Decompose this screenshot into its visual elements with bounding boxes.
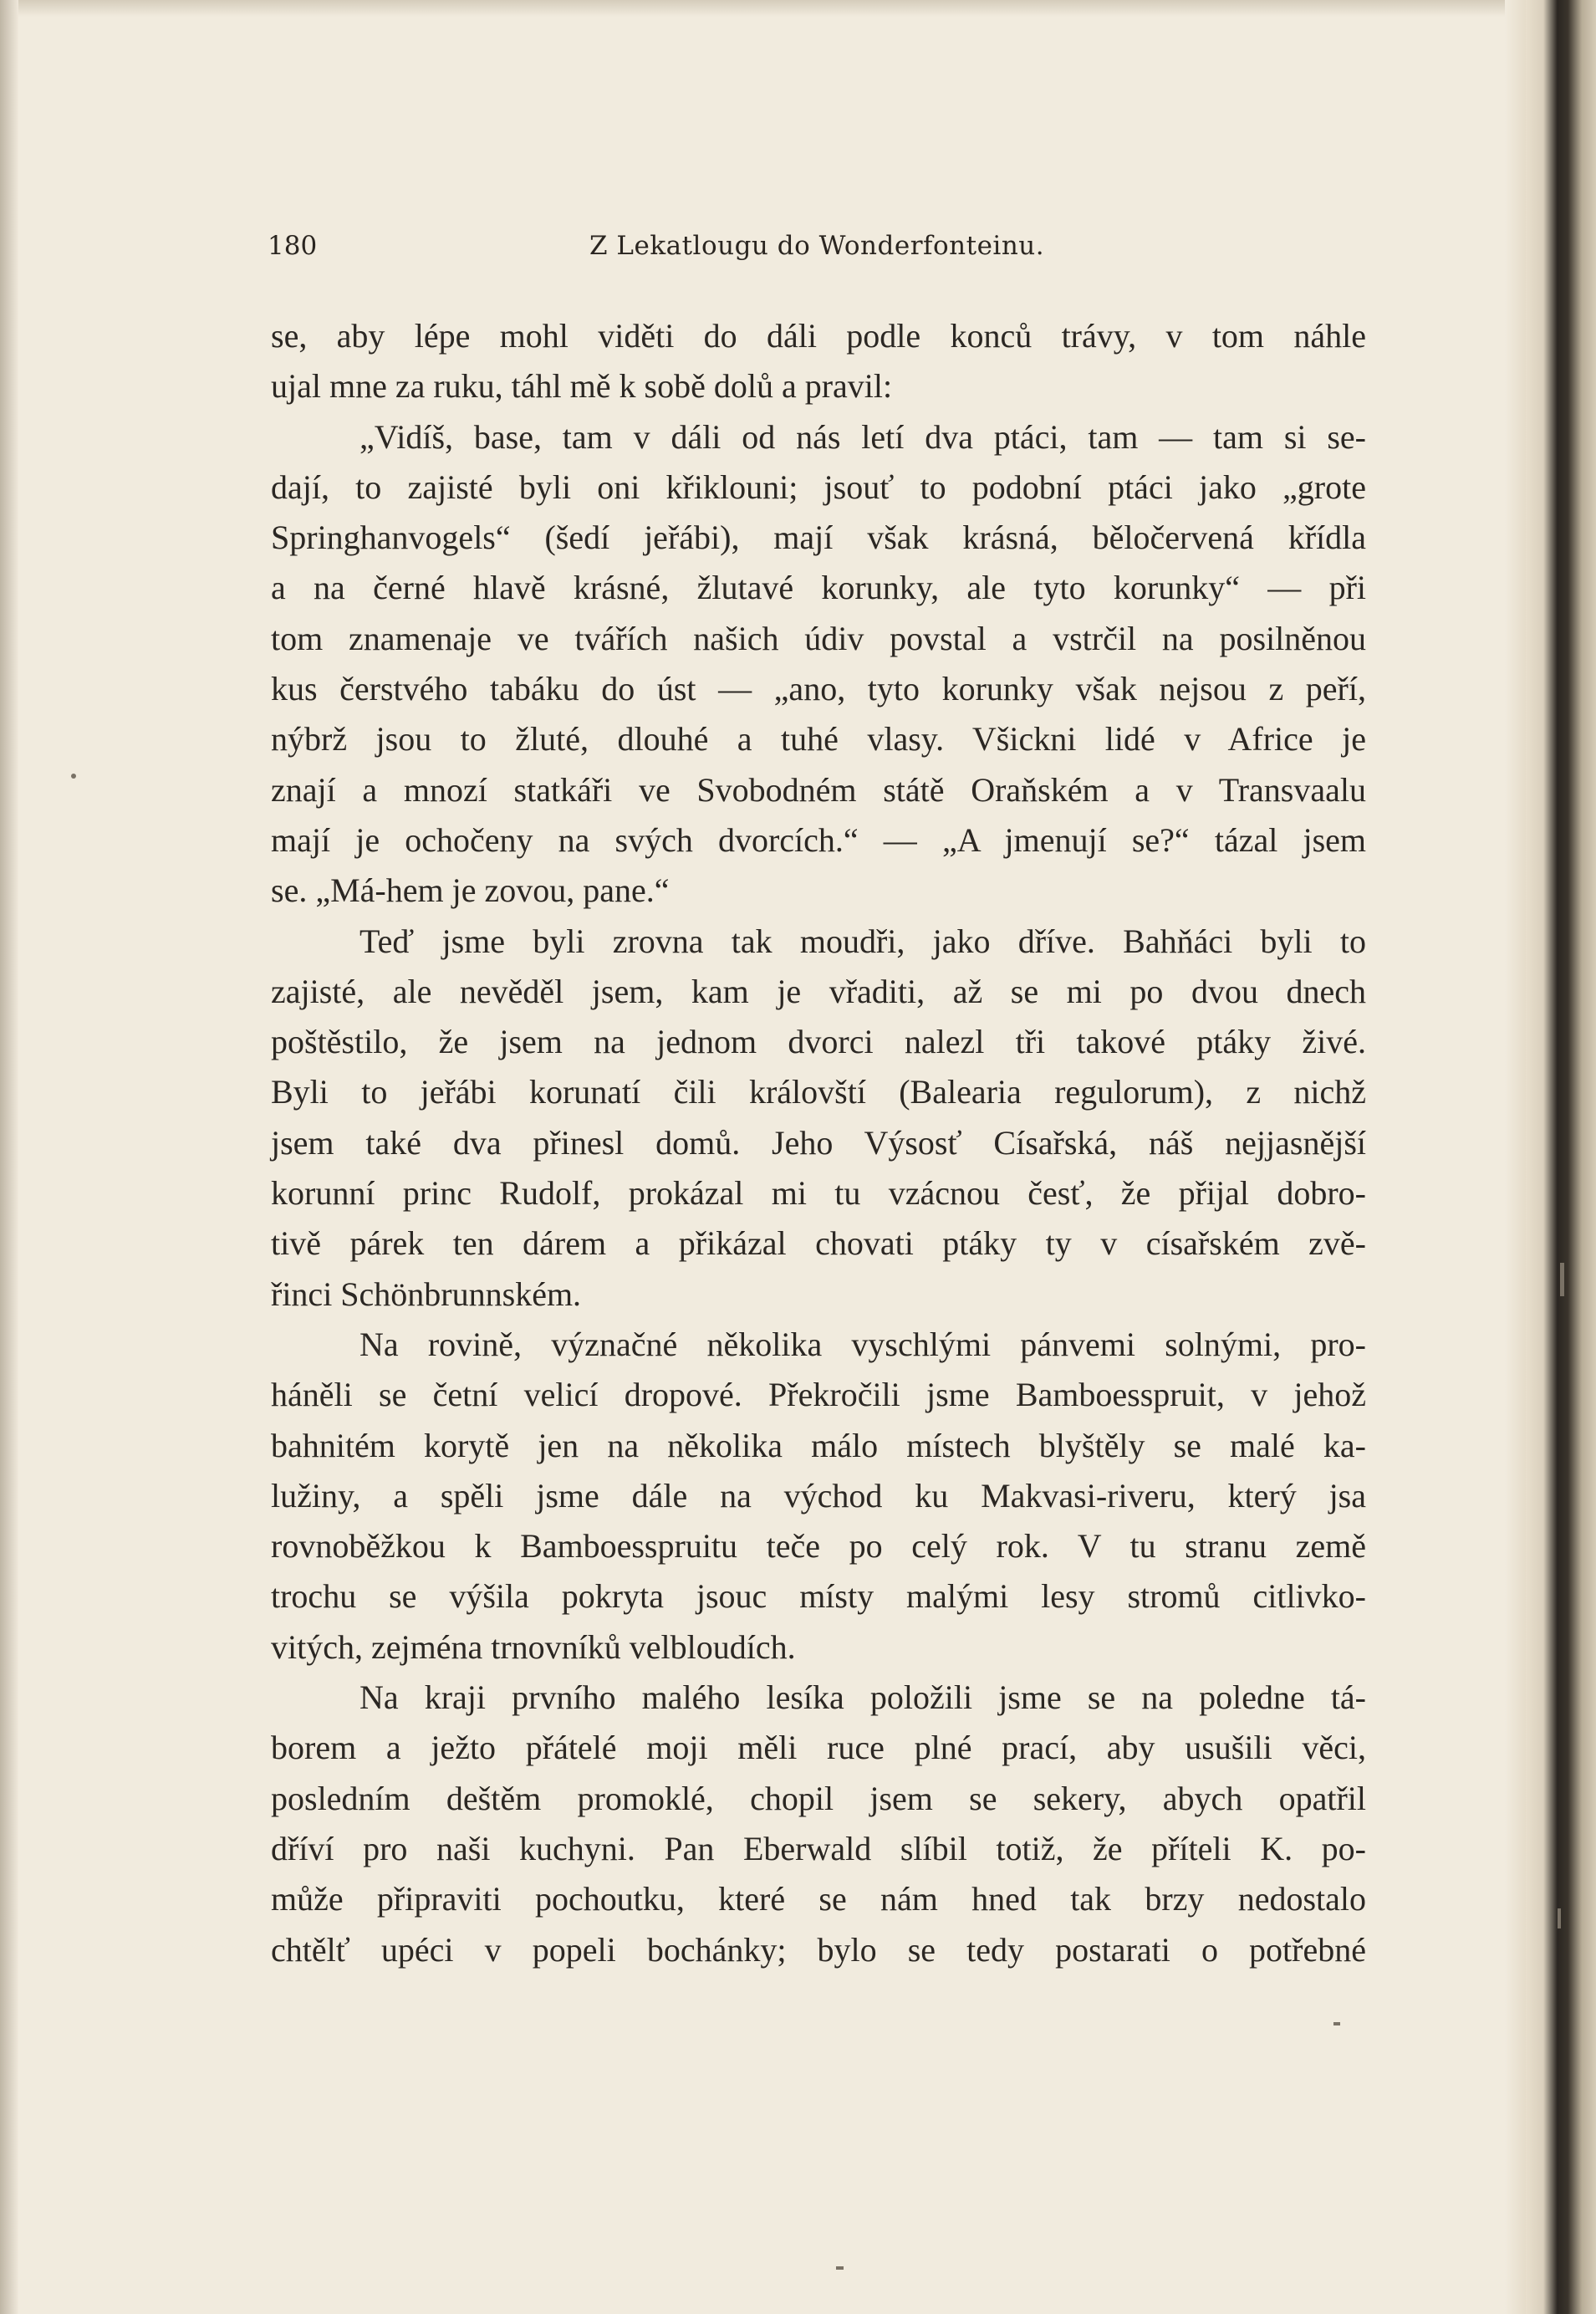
text-line: a na černé hlavě krásné, žlutavé korunky, ale tyto korunky“ — při	[271, 569, 1366, 607]
text-line: znají a mnozí statkáři ve Svobodném státě Oraňském a v Transvaalu	[271, 770, 1366, 809]
text-line: bahnitém korytě jen na několika málo místech blyštěly se malé ka-	[271, 1426, 1366, 1464]
paper-speck	[1333, 2022, 1340, 2025]
text-line: ujal mne za ruku, táhl mě k sobě dolů a pravil:	[271, 367, 893, 406]
text-line: rovnoběžkou k Bamboesspruitu teče po celý rok. V tu stranu země	[271, 1527, 1366, 1566]
text-line: dříví pro naši kuchyni. Pan Eberwald slíbil totiž, že příteli K. po-	[271, 1829, 1366, 1867]
body-text	[271, 311, 1366, 2025]
text-line: Springhanvogels“ (šedí jeřábi), mají však krásná, běločervená křídla	[271, 518, 1366, 557]
text-line: kus čerstvého tabáku do úst — „ano, tyto korunky však nejsou z peří,	[271, 670, 1366, 708]
text-line: dají, to zajisté byli oni křiklouni; jsouť to podobní ptáci jako „grote	[271, 467, 1366, 506]
text-line: nýbrž jsou to žluté, dlouhé a tuhé vlasy. Všickni lidé v Africe je	[271, 720, 1366, 759]
paper-speck	[71, 774, 76, 779]
book-spine	[1526, 0, 1596, 2314]
text-line: „Vidíš, base, tam v dáli od nás letí dva ptáci, tam — tam si se-	[359, 417, 1366, 456]
text-line: chtělť upéci v popeli bochánky; bylo se tedy postarati o potřebné	[271, 1930, 1366, 1969]
text-line: řinci Schönbrunnském.	[271, 1274, 582, 1313]
text-line: poštěstilo, že jsem na jednom dvorci nalezl tři takové ptáky živé.	[271, 1023, 1366, 1061]
paper-speck	[1560, 1263, 1564, 1296]
paper-speck	[836, 2266, 844, 2270]
text-line: Na kraji prvního malého lesíka položili jsme se na poledne tá-	[359, 1678, 1366, 1717]
text-line: se, aby lépe mohl viděti do dáli podle konců trávy, v tom náhle	[271, 317, 1366, 355]
running-title: Z Lekatlougu do Wonderfonteinu.	[589, 231, 1045, 261]
text-line: mají je ochočeny na svých dvorcích.“ — „A jmenují se?“ tázal jsem	[271, 820, 1366, 859]
text-line: lužiny, a spěli jsme dále na východ ku Makvasi-riveru, který jsa	[271, 1476, 1366, 1515]
paper-speck	[1558, 1908, 1561, 1928]
page-number: 180	[268, 231, 318, 261]
text-line: háněli se četní velicí dropové. Překročili jsme Bamboesspruit, v jehož	[271, 1376, 1366, 1414]
text-line: tom znamenaje ve tvářích našich údiv povstal a vstrčil na posilněnou	[271, 619, 1366, 657]
text-line: Na rovině, význačné několika vyschlými pánvemi solnými, pro-	[359, 1325, 1366, 1363]
text-line: korunní princ Rudolf, prokázal mi tu vzácnou česť, že přijal dobro-	[271, 1174, 1366, 1213]
page-top-shadow	[0, 0, 1596, 17]
running-header	[268, 224, 1371, 271]
text-line: trochu se výšila pokryta jsouc místy malými lesy stromů citlivko-	[271, 1577, 1366, 1616]
text-line: posledním deštěm promoklé, chopil jsem se sekery, abych opatřil	[271, 1779, 1366, 1817]
page-left-shadow	[0, 0, 18, 2314]
text-line: se. „Má-hem je zovou, pane.“	[271, 871, 670, 910]
text-line: vitých, zejména trnovníků velbloudích.	[271, 1627, 796, 1666]
text-line: Byli to jeřábi korunatí čili královští (Balearia regulorum), z nichž	[271, 1073, 1366, 1111]
text-line: může připraviti pochoutku, které se nám hned tak brzy nedostalo	[271, 1880, 1366, 1918]
text-line: tivě párek ten dárem a přikázal chovati ptáky ty v císařském zvě-	[271, 1224, 1366, 1263]
text-line: borem a ježto přátelé moji měli ruce plné prací, aby usušili věci,	[271, 1729, 1366, 1767]
text-line: jsem také dva přinesl domů. Jeho Výsosť Císařská, náš nejjasnější	[271, 1123, 1366, 1162]
text-line: Teď jsme byli zrovna tak moudři, jako dříve. Bahňáci byli to	[359, 922, 1366, 960]
text-line: zajisté, ale nevěděl jsem, kam je vřaditi, až se mi po dvou dnech	[271, 972, 1366, 1010]
